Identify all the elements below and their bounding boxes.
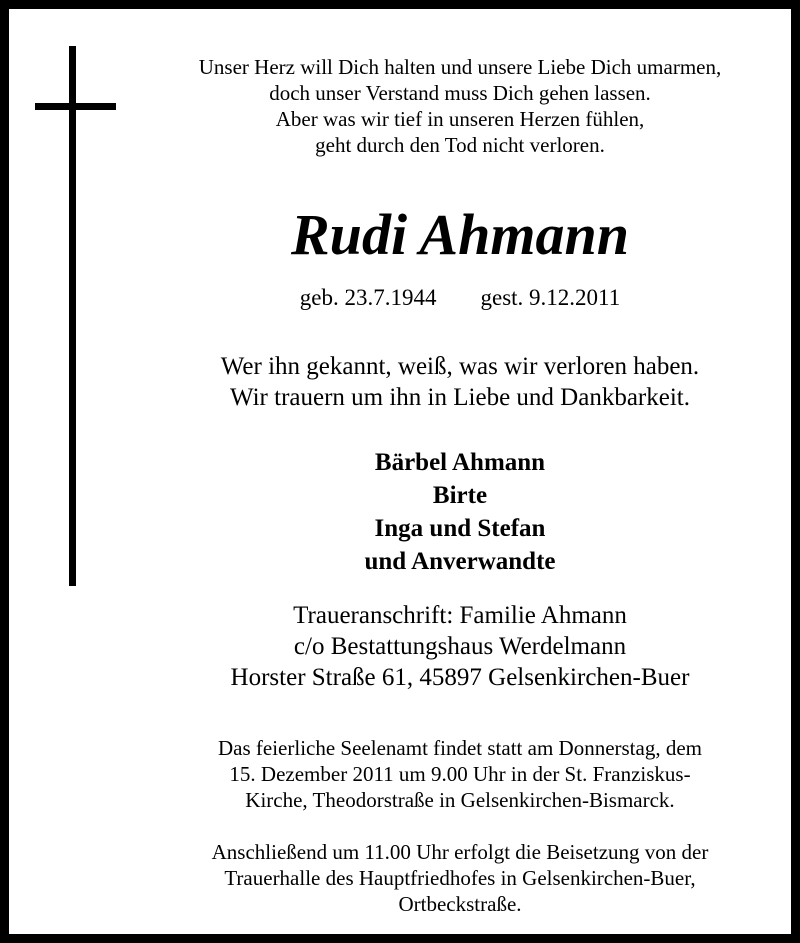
cross-horizontal-bar [35,103,116,110]
mourning-line: Wir trauern um ihn in Liebe und Dankbarkeit. [230,384,690,411]
verse-line: doch unser Verstand muss Dich gehen lassen. [269,81,651,105]
address-line: Horster Straße 61, 45897 Gelsenkirchen-Buer [230,664,690,691]
family-member: und Anverwandte [364,548,556,575]
birth-date: geb. 23.7.1944 [299,285,437,310]
address-line: c/o Bestattungshaus Werdelmann [293,633,627,660]
family-member: Inga und Stefan [374,515,546,542]
requiem-line: 15. Dezember 2011 um 9.00 Uhr in der St. Franziskus- [229,762,691,786]
burial-notice [140,839,780,917]
mourning-address [140,600,780,693]
verse-block [140,54,780,158]
verse-line: geht durch den Tod nicht verloren. [315,133,605,157]
deceased-name: Rudi Ahmann [291,202,629,267]
requiem-line: Kirche, Theodorstraße in Gelsenkirchen-Bismarck. [245,788,675,812]
family-member: Bärbel Ahmann [374,449,546,476]
verse-line: Aber was wir tief in unseren Herzen fühlen, [275,107,645,131]
cross-vertical-bar [69,46,76,586]
address-line: Traueranschrift: Familie Ahmann [293,602,627,629]
mourning-text [140,351,780,413]
family-member: Birte [432,482,488,509]
burial-line: Ortbeckstraße. [398,892,522,916]
burial-line: Trauerhalle des Hauptfriedhofes in Gelsenkirchen-Buer, [224,866,696,890]
burial-line: Anschließend um 11.00 Uhr erfolgt die Beisetzung von der [211,840,709,864]
verse-line: Unser Herz will Dich halten und unsere Liebe Dich umarmen, [198,55,722,79]
family-members [200,446,720,578]
requiem-line: Das feierliche Seelenamt findet statt am Donnerstag, dem [218,736,702,760]
mourning-line: Wer ihn gekannt, weiß, was wir verloren haben. [220,353,700,380]
death-date: gest. 9.12.2011 [480,285,621,310]
life-dates [180,282,740,314]
requiem-notice [140,735,780,813]
